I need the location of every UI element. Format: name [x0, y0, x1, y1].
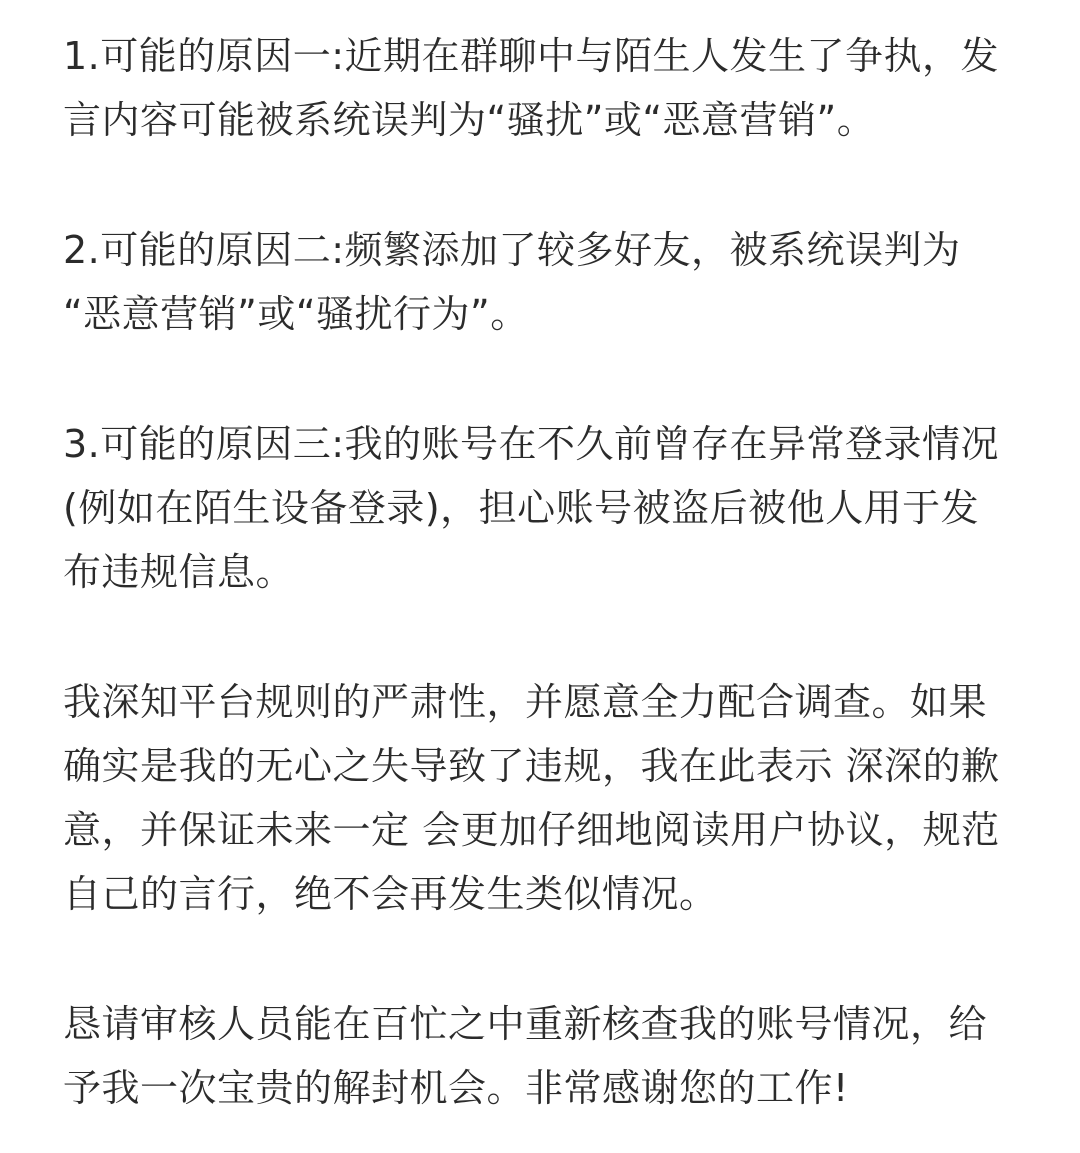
text-line: 1.可能的原因一:近期在群聊中与陌生人发生了争执，发	[63, 34, 1000, 78]
text-line: 布违规信息。	[63, 550, 295, 594]
text-line: 恳请审核人员能在百忙之中重新核查我的账号情况，给	[63, 1002, 988, 1046]
paragraph-request	[63, 992, 1053, 1120]
text-line: 2.可能的原因二:频繁添加了较多好友，被系统误判为	[63, 228, 961, 272]
paragraph-reason-1	[63, 24, 1053, 152]
document-body	[63, 24, 1053, 1120]
text-line: 予我一次宝贵的解封机会。非常感谢您的工作!	[63, 1066, 849, 1110]
paragraph-reason-2	[63, 218, 1053, 346]
paragraph-apology	[63, 670, 1053, 926]
text-line: (例如在陌生设备登录)，担心账号被盗后被他人用于发	[63, 486, 980, 530]
text-line: 意，并保证未来一定 会更加仔细地阅读用户协议，规范	[63, 808, 1000, 852]
text-line: 确实是我的无心之失导致了违规，我在此表示 深深的歉	[63, 744, 1000, 788]
text-line: “恶意营销”或“骚扰行为”。	[63, 292, 529, 336]
text-line: 自己的言行，绝不会再发生类似情况。	[63, 872, 718, 916]
text-line: 3.可能的原因三:我的账号在不久前曾存在异常登录情况	[63, 422, 1000, 466]
paragraph-reason-3	[63, 412, 1053, 604]
text-line: 言内容可能被系统误判为“骚扰”或“恶意营销”。	[63, 98, 876, 142]
text-line: 我深知平台规则的严肃性，并愿意全力配合调查。如果	[63, 680, 988, 724]
